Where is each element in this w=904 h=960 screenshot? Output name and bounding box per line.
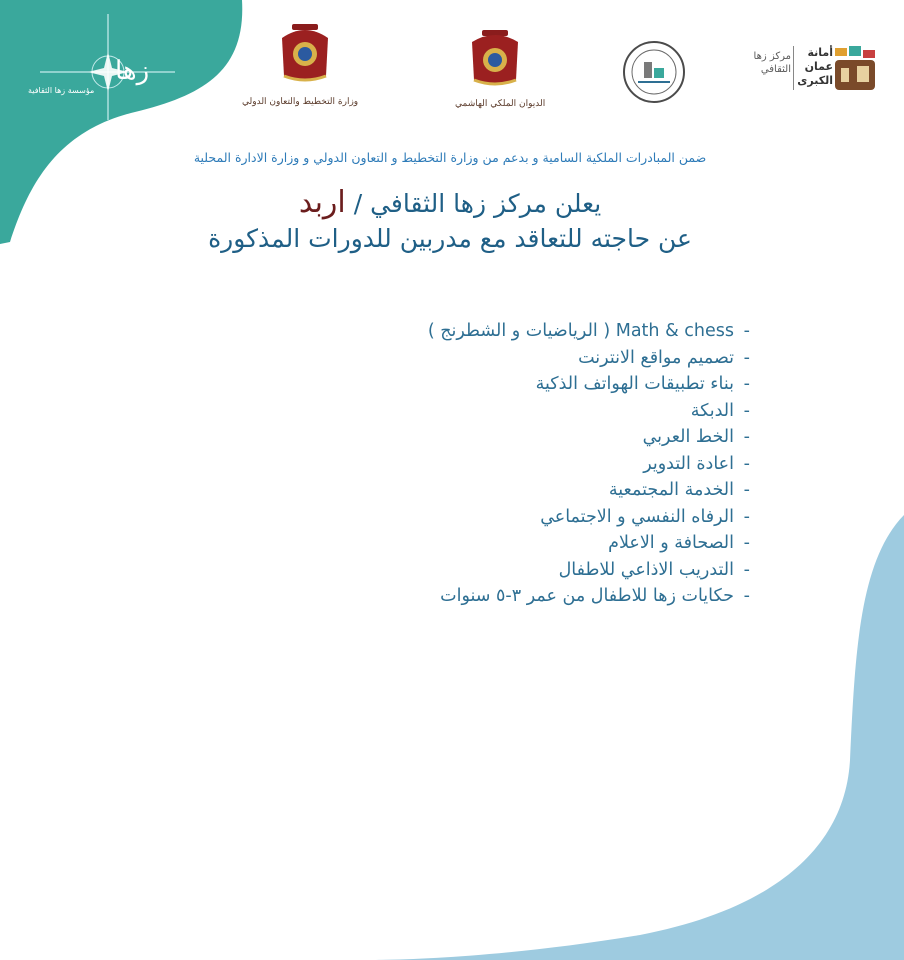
royal-court-logo: [460, 28, 530, 92]
royal-court-caption: الديوان الملكي الهاشمي: [455, 99, 546, 109]
course-name: الخدمة المجتمعية: [608, 480, 734, 500]
course-name: Math & chess ( الرياضيات و الشطرنج ): [427, 321, 734, 341]
list-item: -Math & chess ( الرياضيات و الشطرنج ): [427, 321, 750, 341]
gam-logo: [745, 40, 885, 100]
course-name: الصحافة و الاعلام: [608, 533, 734, 553]
list-item: -التدريب الاذاعي للاطفال: [558, 559, 750, 580]
ministry-planning-caption: وزارة التخطيط والتعاون الدولي: [242, 97, 359, 107]
list-item: -الخط العربي: [642, 427, 750, 447]
compass-star-icon: [20, 12, 180, 122]
zaha-logo-name: زها: [115, 56, 150, 86]
course-name: تصميم مواقع الانترنت: [578, 347, 734, 368]
zaha-logo-tagline: مؤسسة زها الثقافية: [28, 86, 95, 95]
headline-prefix: يعلن مركز زها الثقافي /: [345, 189, 602, 218]
course-name: الرفاه النفسي و الاجتماعي: [540, 506, 734, 527]
list-item: -الرفاه النفسي و الاجتماعي: [540, 506, 750, 527]
subtitle: ضمن المبادرات الملكية السامية و بدعم من وزارة التخطيط و التعاون الدولي و وزارة الادارة المحلية: [193, 150, 707, 165]
amman-city-logo-icon: [833, 44, 877, 94]
list-item: -الخدمة المجتمعية: [608, 480, 750, 500]
course-name: الدبكة: [690, 400, 734, 421]
local-administration-seal-icon: [622, 40, 686, 104]
list-item: -تصميم مواقع الانترنت: [578, 347, 750, 368]
course-name: التدريب الاذاعي للاطفال: [558, 559, 734, 580]
list-item: -بناء تطبيقات الهواتف الذكية: [535, 374, 750, 394]
jordan-coat-of-arms-icon: [460, 28, 530, 92]
list-item: -الدبكة: [690, 400, 750, 421]
headline-line-1: [150, 185, 750, 220]
list-item: -الصحافة و الاعلام: [608, 533, 750, 553]
gam-center-name: مركز زها الثقافي: [753, 51, 791, 75]
course-list: [360, 318, 750, 610]
headline-line-2: عن حاجته للتعاقد مع مدربين للدورات المذكورة: [208, 224, 692, 253]
headline-city: اربد: [298, 185, 346, 220]
list-item: -حكايات زها للاطفال من عمر ٣-٥ سنوات: [440, 586, 750, 606]
course-name: الخط العربي: [642, 427, 734, 447]
course-name: بناء تطبيقات الهواتف الذكية: [535, 374, 734, 394]
zaha-foundation-logo: [20, 12, 180, 122]
gam-brand-name: أمانة عمان الكبرى: [797, 46, 833, 87]
local-admin-logo: [622, 40, 686, 104]
ministry-planning-logo: [270, 18, 340, 88]
course-name: اعادة التدوير: [643, 453, 734, 474]
list-item: -اعادة التدوير: [643, 453, 750, 474]
jordan-coat-of-arms-icon: [270, 18, 340, 88]
course-name: حكايات زها للاطفال من عمر ٣-٥ سنوات: [440, 586, 734, 606]
